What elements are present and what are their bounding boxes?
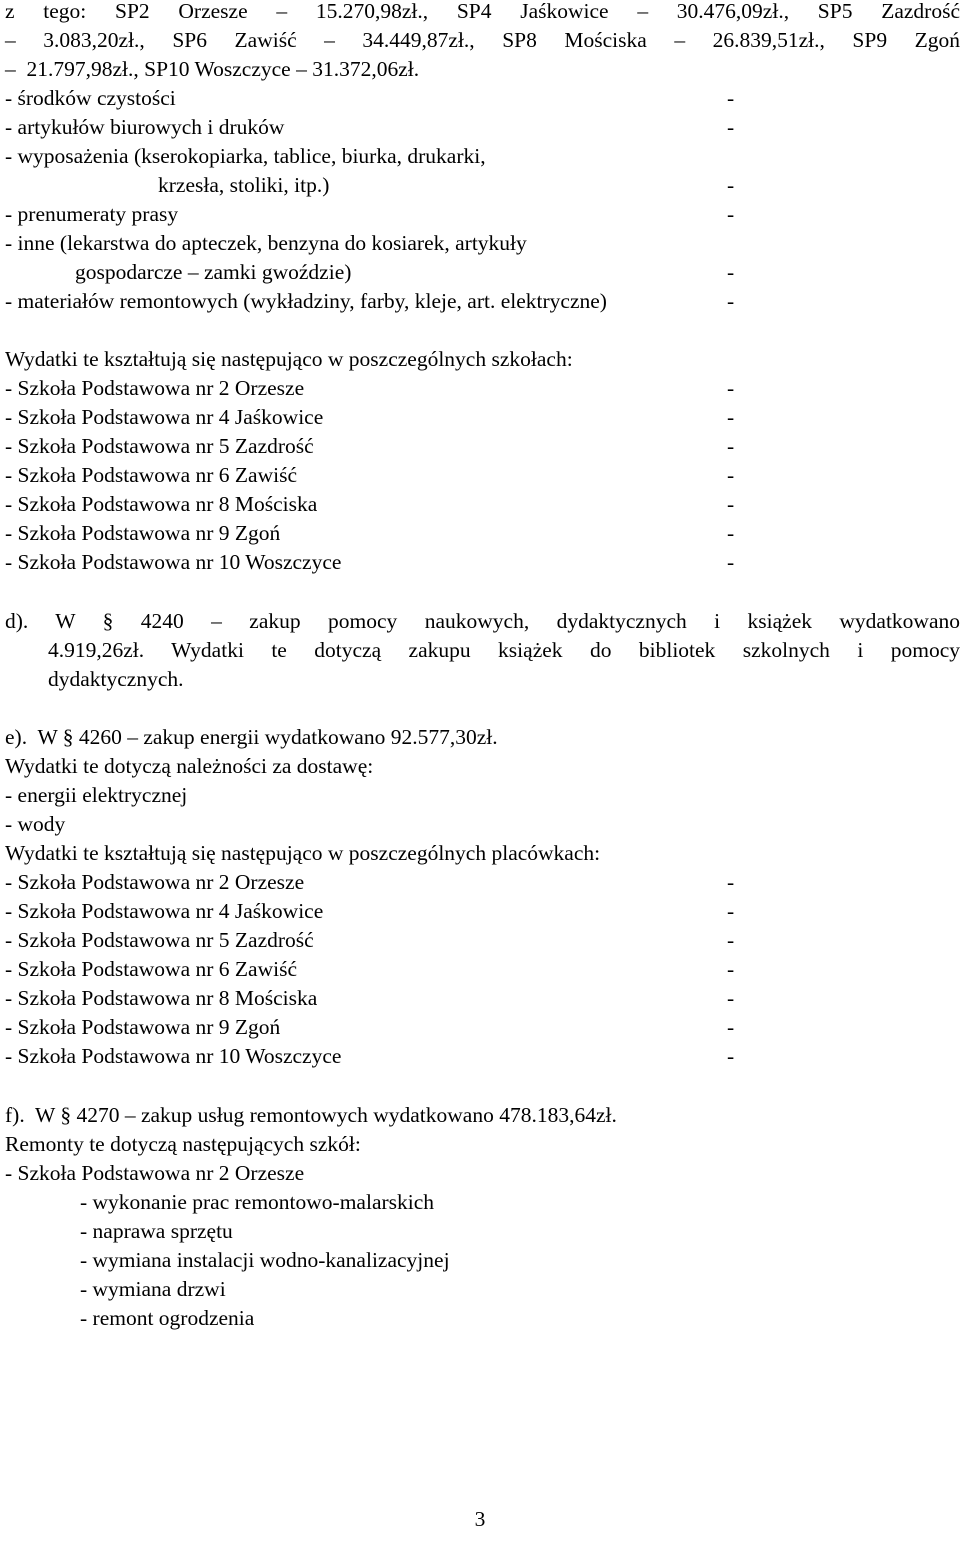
paragraph-line: d). W § 4240 – zakup pomocy naukowych, dydaktycznych i książek wydatkowano bbox=[5, 609, 960, 633]
paragraph-line: Wydatki te dotyczą należności za dostawę: bbox=[5, 754, 374, 778]
row-dash: - bbox=[727, 521, 735, 545]
row-dash: - bbox=[727, 1044, 735, 1068]
expense-row bbox=[0, 113, 735, 142]
school-name: - Szkoła Podstawowa nr 4 Jaśkowice bbox=[5, 899, 324, 923]
school-name: - Szkoła Podstawowa nr 2 Orzesze bbox=[5, 1161, 305, 1185]
paragraph-line: 4.919,26zł. Wydatki te dotyczą zakupu książek do bibliotek szkolnych i pomocy bbox=[48, 638, 960, 662]
school-name: - Szkoła Podstawowa nr 6 Zawiść bbox=[5, 957, 297, 981]
expense-dash: - bbox=[727, 173, 735, 197]
expense-label: gospodarcze – zamki gwoździe) bbox=[75, 260, 352, 284]
paragraph-line: – 21.797,98zł., SP10 Woszczyce – 31.372,06zł. bbox=[5, 57, 420, 81]
paragraph-line: – 3.083,20zł., SP6 Zawiść – 34.449,87zł., SP8 Mościska – 26.839,51zł., SP9 Zgoń bbox=[5, 28, 960, 52]
expense-label: - inne (lekarstwa do apteczek, benzyna do kosiarek, artykuły bbox=[5, 231, 527, 255]
school-row bbox=[0, 1159, 305, 1188]
repair-name: - naprawa sprzętu bbox=[80, 1219, 233, 1243]
text-line bbox=[0, 665, 184, 694]
school-name: - Szkoła Podstawowa nr 5 Zazdrość bbox=[5, 434, 314, 458]
expense-label: - artykułów biurowych i druków bbox=[5, 115, 285, 139]
text-line bbox=[0, 1101, 617, 1130]
expense-dash: - bbox=[727, 115, 735, 139]
repair-name: - wykonanie prac remontowo-malarskich bbox=[80, 1190, 435, 1214]
school-name: - Szkoła Podstawowa nr 2 Orzesze bbox=[5, 376, 305, 400]
text-line bbox=[0, 636, 960, 665]
paragraph-line: z tego: SP2 Orzesze – 15.270,98zł., SP4 Jaśkowice – 30.476,09zł., SP5 Zazdrość bbox=[5, 0, 960, 23]
page-number: 3 bbox=[474, 1507, 486, 1531]
row-dash: - bbox=[727, 405, 735, 429]
school-name: - Szkoła Podstawowa nr 8 Mościska bbox=[5, 986, 318, 1010]
row-dash: - bbox=[727, 492, 735, 516]
expense-label: - środków czystości bbox=[5, 86, 176, 110]
expense-label: krzesła, stoliki, itp.) bbox=[158, 173, 330, 197]
school-name: - Szkoła Podstawowa nr 9 Zgoń bbox=[5, 1015, 281, 1039]
expense-label: - prenumeraty prasy bbox=[5, 202, 179, 226]
text-line bbox=[0, 607, 960, 636]
paragraph-line: e). W § 4260 – zakup energii wydatkowano 92.577,30zł. bbox=[5, 725, 498, 749]
school-name: - Szkoła Podstawowa nr 5 Zazdrość bbox=[5, 928, 314, 952]
expense-row bbox=[0, 142, 486, 171]
row-dash: - bbox=[727, 899, 735, 923]
school-name: - Szkoła Podstawowa nr 6 Zawiść bbox=[5, 463, 297, 487]
text-line bbox=[0, 1130, 361, 1159]
expense-dash: - bbox=[727, 260, 735, 284]
expense-dash: - bbox=[727, 202, 735, 226]
section-heading bbox=[0, 839, 601, 868]
row-dash: - bbox=[727, 957, 735, 981]
repair-name: - wymiana drzwi bbox=[80, 1277, 226, 1301]
repair-name: - wymiana instalacji wodno-kanalizacyjnej bbox=[80, 1248, 450, 1272]
expense-dash: - bbox=[727, 86, 735, 110]
section-heading bbox=[0, 345, 573, 374]
expense-row bbox=[0, 84, 735, 113]
row-dash: - bbox=[727, 463, 735, 487]
expense-row bbox=[0, 171, 735, 200]
text-line bbox=[0, 752, 374, 781]
row-dash: - bbox=[727, 870, 735, 894]
row-dash: - bbox=[727, 376, 735, 400]
school-name: - Szkoła Podstawowa nr 2 Orzesze bbox=[5, 870, 305, 894]
row-dash: - bbox=[727, 550, 735, 574]
row-dash: - bbox=[727, 1015, 735, 1039]
expense-label: - energii elektrycznej bbox=[5, 783, 188, 807]
paragraph-line: f). W § 4270 – zakup usług remontowych wydatkowano 478.183,64zł. bbox=[5, 1103, 617, 1127]
expense-label: - wody bbox=[5, 812, 66, 836]
paragraph-line: Remonty te dotyczą następujących szkół: bbox=[5, 1132, 361, 1156]
expense-row bbox=[0, 781, 188, 810]
school-name: - Szkoła Podstawowa nr 10 Woszczyce bbox=[5, 550, 342, 574]
school-name: - Szkoła Podstawowa nr 9 Zgoń bbox=[5, 521, 281, 545]
expense-dash: - bbox=[727, 289, 735, 313]
school-name: - Szkoła Podstawowa nr 4 Jaśkowice bbox=[5, 405, 324, 429]
expense-row bbox=[0, 287, 735, 316]
expense-row bbox=[0, 810, 66, 839]
expense-row bbox=[0, 200, 735, 229]
row-dash: - bbox=[727, 928, 735, 952]
heading-text: Wydatki te kształtują się następująco w poszczególnych placówkach: bbox=[5, 841, 601, 865]
expense-row bbox=[0, 229, 527, 258]
repair-name: - remont ogrodzenia bbox=[80, 1306, 255, 1330]
row-dash: - bbox=[727, 434, 735, 458]
text-line bbox=[0, 26, 960, 55]
school-name: - Szkoła Podstawowa nr 10 Woszczyce bbox=[5, 1044, 342, 1068]
text-line bbox=[0, 723, 498, 752]
text-line bbox=[0, 55, 420, 84]
heading-text: Wydatki te kształtują się następująco w poszczególnych szkołach: bbox=[5, 347, 573, 371]
expense-label: - wyposażenia (kserokopiarka, tablice, biurka, drukarki, bbox=[5, 144, 486, 168]
expense-row bbox=[0, 258, 735, 287]
paragraph-line: dydaktycznych. bbox=[48, 667, 184, 691]
text-line bbox=[0, 0, 960, 26]
row-dash: - bbox=[727, 986, 735, 1010]
school-name: - Szkoła Podstawowa nr 8 Mościska bbox=[5, 492, 318, 516]
expense-label: - materiałów remontowych (wykładziny, farby, kleje, art. elektryczne) bbox=[5, 289, 607, 313]
